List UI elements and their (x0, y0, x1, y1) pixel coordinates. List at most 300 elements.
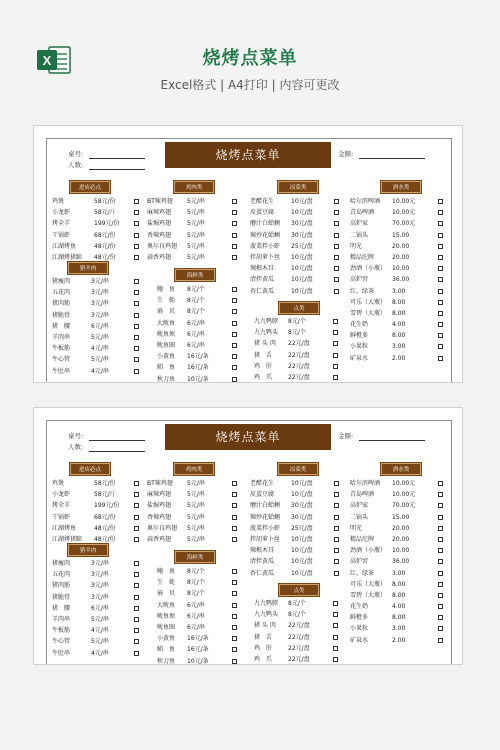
item-checkbox[interactable] (134, 290, 139, 295)
item-checkbox[interactable] (333, 330, 338, 335)
item-name: 香辣鸡翅 (147, 513, 172, 521)
item-checkbox[interactable] (438, 559, 443, 564)
item-checkbox[interactable] (438, 503, 443, 508)
item-name: 九九鸭头 (254, 611, 279, 619)
item-checkbox[interactable] (232, 591, 237, 596)
item-name: 鲳 鱼 (157, 364, 176, 372)
people-line (89, 169, 145, 170)
item-checkbox[interactable] (438, 638, 443, 643)
item-name: 九九鸭脖 (254, 600, 279, 607)
item-price: 58元/份 (94, 198, 116, 205)
item-checkbox[interactable] (334, 537, 339, 542)
item-checkbox[interactable] (232, 647, 237, 652)
item-name: 皮蛋豆腐 (250, 209, 275, 217)
item-checkbox[interactable] (438, 199, 443, 204)
item-price: 8.00 (392, 614, 406, 622)
item-price: 5元/串 (187, 253, 205, 261)
item-checkbox[interactable] (333, 635, 338, 640)
item-price: 8元/个 (187, 286, 205, 293)
item-price: 8元/个 (288, 318, 306, 325)
item-price: 199元/份 (94, 220, 120, 228)
item-name: 鲍 鱼 (157, 568, 176, 575)
item-checkbox[interactable] (232, 354, 237, 359)
item-price: 10元/盘 (291, 209, 313, 217)
item-checkbox[interactable] (438, 492, 443, 497)
item-price: 3元/串 (91, 582, 109, 590)
item-name: 牛板筋 (52, 627, 71, 635)
item-price: 3.00 (392, 569, 406, 577)
preview-header (0, 0, 500, 120)
item-price: 10元/条 (187, 657, 209, 665)
item-price: 5元/串 (187, 242, 205, 250)
item-checkbox[interactable] (232, 221, 237, 226)
item-name: 江湖烤鱼 (52, 524, 77, 532)
item-checkbox[interactable] (334, 289, 339, 294)
item-checkbox[interactable] (134, 617, 139, 622)
item-name: 皮蛋豆腐 (250, 491, 275, 499)
item-price: 5元/串 (187, 502, 205, 510)
item-price: 10元/盘 (291, 569, 313, 577)
item-name: 猪脆骨 (52, 593, 71, 601)
item-price: 3.00 (392, 287, 406, 295)
item-checkbox[interactable] (334, 266, 339, 271)
item-price: 10元/盘 (291, 287, 313, 295)
item-checkbox[interactable] (334, 515, 339, 520)
item-checkbox[interactable] (438, 277, 443, 282)
item-checkbox[interactable] (232, 365, 237, 370)
item-name: 烤全羊 (52, 502, 71, 510)
item-checkbox[interactable] (232, 625, 237, 630)
amount-label: 金额: (338, 432, 354, 440)
item-name: 牛心管 (52, 356, 71, 364)
item-name: 辣根木耳 (250, 547, 275, 555)
item-name: 清拌黄瓜 (250, 558, 275, 566)
item-checkbox[interactable] (134, 606, 139, 611)
item-name: 高炉窖 (350, 276, 369, 284)
item-price: 10元/盘 (291, 535, 313, 543)
item-checkbox[interactable] (438, 322, 443, 327)
item-checkbox[interactable] (334, 221, 339, 226)
item-name: 扇 贝 (157, 308, 176, 316)
item-checkbox[interactable] (438, 266, 443, 271)
item-name: 劲酒（小瓶） (350, 265, 387, 273)
item-checkbox[interactable] (232, 343, 237, 348)
item-price: 30元/盘 (291, 220, 313, 228)
item-price: 5元/串 (91, 638, 109, 646)
item-price: 16元/条 (187, 646, 209, 654)
item-name: 辣根木耳 (250, 265, 275, 273)
item-name: 可乐（大瓶） (350, 298, 387, 306)
item-checkbox[interactable] (438, 626, 443, 631)
item-checkbox[interactable] (334, 199, 339, 204)
item-name: 老醋花生 (250, 480, 275, 487)
item-price: 199元/份 (94, 502, 120, 510)
item-checkbox[interactable] (438, 481, 443, 486)
item-checkbox[interactable] (134, 503, 139, 508)
item-price: 3元/串 (91, 311, 109, 319)
item-checkbox[interactable] (334, 244, 339, 249)
item-checkbox[interactable] (438, 593, 443, 598)
item-checkbox[interactable] (232, 377, 237, 382)
item-checkbox[interactable] (438, 548, 443, 553)
item-name: 扇 贝 (157, 590, 176, 598)
item-checkbox[interactable] (134, 515, 139, 520)
item-name: 雪碧（大瓶） (350, 309, 387, 317)
section-badge-jirou: 鸡肉类 (174, 463, 214, 475)
item-price: 30元/盘 (291, 502, 313, 510)
item-checkbox[interactable] (232, 233, 237, 238)
item-name: 江湖烤猪蹄 (52, 535, 83, 543)
item-price: 8.00 (392, 298, 406, 306)
item-price: 8元/个 (288, 611, 306, 619)
item-price: 16元/条 (187, 353, 209, 361)
item-price: 25元/盘 (291, 524, 313, 532)
item-name: 精品沱牌 (350, 535, 375, 543)
item-checkbox[interactable] (438, 515, 443, 520)
item-checkbox[interactable] (134, 561, 139, 566)
item-checkbox[interactable] (334, 492, 339, 497)
item-price: 3元/串 (91, 300, 109, 308)
item-checkbox[interactable] (134, 199, 139, 204)
item-price: 20.00 (392, 242, 410, 250)
item-price: 58元/斤 (94, 491, 116, 499)
item-checkbox[interactable] (134, 526, 139, 531)
item-price: 10.00元 (392, 480, 416, 487)
item-name: 猪 头 肉 (254, 340, 276, 348)
item-checkbox[interactable] (134, 583, 139, 588)
item-checkbox[interactable] (334, 481, 339, 486)
item-checkbox[interactable] (232, 210, 237, 215)
item-checkbox[interactable] (333, 364, 338, 369)
item-checkbox[interactable] (232, 321, 237, 326)
item-name: 鱿鱼须 (157, 612, 176, 620)
item-checkbox[interactable] (438, 300, 443, 305)
item-checkbox[interactable] (438, 356, 443, 361)
item-checkbox[interactable] (232, 636, 237, 641)
item-price: 6元/串 (187, 319, 205, 327)
item-name: 烤全羊 (52, 220, 71, 228)
item-price: 22元/盘 (288, 655, 310, 663)
item-price: 22元/盘 (288, 340, 310, 348)
section-badge-zhuyang: 猪羊肉 (68, 544, 108, 556)
item-name: 江湖烤鱼 (52, 242, 77, 250)
item-price: 5元/串 (91, 356, 109, 364)
item-checkbox[interactable] (134, 628, 139, 633)
item-name: 鸡煲 (52, 198, 65, 205)
item-name: 哈尔滨啤酒 (350, 198, 381, 205)
item-price: 3.00 (392, 625, 406, 633)
item-price: 30元/盘 (291, 513, 313, 521)
item-checkbox[interactable] (438, 333, 443, 338)
item-checkbox[interactable] (438, 289, 443, 294)
item-price: 8元/个 (187, 297, 205, 305)
item-checkbox[interactable] (134, 346, 139, 351)
item-checkbox[interactable] (232, 537, 237, 542)
item-checkbox[interactable] (438, 210, 443, 215)
item-name: 牛肚串 (52, 367, 71, 375)
item-name: 精品沱牌 (350, 253, 375, 261)
item-name: 大鱿鱼 (157, 319, 176, 327)
item-checkbox[interactable] (232, 244, 237, 249)
item-checkbox[interactable] (232, 481, 237, 486)
item-price: 30元/盘 (291, 231, 313, 239)
item-checkbox[interactable] (232, 255, 237, 260)
item-checkbox[interactable] (438, 537, 443, 542)
item-name: 蘑汁白蛤蜊 (250, 220, 281, 228)
item-checkbox[interactable] (334, 526, 339, 531)
item-name: 菠菜拌小虾 (250, 524, 281, 532)
item-name: 猪 腰 (52, 604, 71, 612)
item-checkbox[interactable] (232, 526, 237, 531)
item-checkbox[interactable] (232, 309, 237, 314)
item-price: 5元/串 (187, 524, 205, 532)
item-checkbox[interactable] (134, 639, 139, 644)
item-price: 6元/串 (187, 330, 205, 338)
item-price: 8元/个 (187, 308, 205, 316)
item-checkbox[interactable] (232, 603, 237, 608)
item-checkbox[interactable] (438, 604, 443, 609)
item-checkbox[interactable] (333, 341, 338, 346)
item-name: 矿泉水 (350, 354, 369, 362)
item-checkbox[interactable] (232, 659, 237, 664)
item-checkbox[interactable] (232, 515, 237, 520)
item-price: 5元/串 (187, 231, 205, 239)
item-price: 68元/份 (94, 513, 116, 521)
item-checkbox[interactable] (134, 537, 139, 542)
item-name: 高炉家 (350, 502, 369, 510)
item-checkbox[interactable] (333, 353, 338, 358)
item-checkbox[interactable] (134, 369, 139, 374)
item-checkbox[interactable] (232, 580, 237, 585)
item-price: 3元/串 (91, 278, 109, 285)
item-name: 生 蚝 (157, 579, 176, 587)
item-checkbox[interactable] (134, 492, 139, 497)
menu-banner-title: 烧烤点菜单 (165, 424, 331, 450)
item-checkbox[interactable] (438, 233, 443, 238)
item-price: 68元/份 (94, 231, 116, 239)
item-price: 8元/个 (288, 329, 306, 337)
item-checkbox[interactable] (134, 324, 139, 329)
item-name: 小果粒 (350, 343, 369, 351)
item-checkbox[interactable] (134, 233, 139, 238)
item-name: 猪肉筋 (52, 582, 71, 590)
item-checkbox[interactable] (438, 526, 443, 531)
item-checkbox[interactable] (438, 571, 443, 576)
item-price: 5元/串 (187, 209, 205, 217)
item-price: 4元/串 (91, 627, 109, 635)
item-checkbox[interactable] (334, 548, 339, 553)
item-checkbox[interactable] (232, 614, 237, 619)
item-name: 江湖烤猪蹄 (52, 253, 83, 261)
section-badge-zhuyang: 猪羊肉 (68, 262, 108, 274)
item-checkbox[interactable] (232, 503, 237, 508)
item-name: 清拌黄瓜 (250, 276, 275, 284)
item-checkbox[interactable] (134, 279, 139, 284)
item-price: 4元/串 (91, 345, 109, 353)
item-price: 8元/个 (187, 579, 205, 587)
section-badge-haixian: 海鲜类 (175, 551, 215, 563)
item-name: 二锅头 (350, 513, 369, 521)
item-name: 大鱿鱼 (157, 601, 176, 609)
item-price: 10元/盘 (291, 276, 313, 284)
item-name: 秋刀鱼 (157, 375, 176, 383)
item-checkbox[interactable] (134, 357, 139, 362)
item-checkbox[interactable] (438, 344, 443, 349)
item-name: 生 蚝 (157, 297, 176, 305)
item-price: 5元/串 (187, 480, 205, 487)
item-name: 小龙虾 (52, 209, 71, 217)
item-checkbox[interactable] (333, 646, 338, 651)
item-price: 6元/串 (187, 601, 205, 609)
item-price: 10元/盘 (291, 480, 313, 487)
item-name: 蒜香鸡翅 (147, 253, 172, 261)
section-badge-dianlei: 点类 (279, 584, 319, 596)
item-name: 猪 舌 (254, 351, 273, 359)
item-name: BT辣鸡翅 (147, 198, 173, 205)
item-price: 3元/串 (91, 593, 109, 601)
item-name: 羊肉串 (52, 615, 71, 623)
item-checkbox[interactable] (232, 492, 237, 497)
item-checkbox[interactable] (333, 657, 338, 662)
item-checkbox[interactable] (334, 571, 339, 576)
item-name: 高炉家 (350, 220, 369, 228)
item-price: 10元/盘 (291, 265, 313, 273)
menu-frame (46, 138, 452, 383)
item-name: 盐焗鸡翅 (147, 502, 172, 510)
item-price: 5元/串 (187, 491, 205, 499)
item-price: 70.00元 (392, 220, 416, 228)
item-price: 48元/份 (94, 253, 116, 261)
item-checkbox[interactable] (333, 375, 338, 380)
item-price: 22元/盘 (288, 633, 310, 641)
item-name: 猪脆骨 (52, 311, 71, 319)
item-name: 辣炒花蛤蜊 (250, 231, 281, 239)
item-checkbox[interactable] (232, 199, 237, 204)
item-checkbox[interactable] (232, 569, 237, 574)
item-checkbox[interactable] (438, 311, 443, 316)
item-name: 鱿鱼须 (157, 330, 176, 338)
item-checkbox[interactable] (232, 298, 237, 303)
item-checkbox[interactable] (334, 233, 339, 238)
item-checkbox[interactable] (438, 255, 443, 260)
item-price: 10元/盘 (291, 253, 313, 261)
item-name: 鲜橙多 (350, 332, 369, 340)
item-checkbox[interactable] (334, 277, 339, 282)
item-price: 8.00 (392, 580, 406, 588)
item-price: 5元/串 (91, 333, 109, 341)
item-name: 干锅虾 (52, 513, 71, 521)
section-badge-jirou: 鸡肉类 (174, 181, 214, 193)
item-checkbox[interactable] (333, 623, 338, 628)
item-price: 2.00 (392, 636, 406, 644)
item-name: 鱿鱼圈 (157, 623, 176, 631)
item-name: 雪碧（大瓶） (350, 591, 387, 599)
item-checkbox[interactable] (134, 210, 139, 215)
item-name: 猪 头 肉 (254, 622, 276, 630)
item-name: 红、绿茶 (350, 569, 375, 577)
item-price: 15.00 (392, 231, 410, 239)
item-price: 70.00元 (392, 502, 416, 510)
item-checkbox[interactable] (438, 615, 443, 620)
people-label: 人数: (68, 443, 84, 451)
item-price: 20.00 (392, 535, 410, 543)
item-price: 20.00 (392, 253, 410, 261)
amount-label: 金额: (338, 150, 354, 158)
item-price: 10元/盘 (291, 558, 313, 566)
item-checkbox[interactable] (232, 287, 237, 292)
item-checkbox[interactable] (334, 503, 339, 508)
item-name: 红、绿茶 (350, 287, 375, 295)
menu-sheet-1 (33, 125, 463, 383)
item-price: 8.00 (392, 309, 406, 317)
item-checkbox[interactable] (134, 481, 139, 486)
item-price: 6元/串 (187, 612, 205, 620)
item-price: 22元/盘 (288, 644, 310, 652)
table-number-label: 桌号: (68, 150, 84, 158)
item-checkbox[interactable] (333, 601, 338, 606)
item-checkbox[interactable] (134, 255, 139, 260)
item-price: 8.00 (392, 591, 406, 599)
item-price: 10.00 (392, 265, 410, 273)
item-price: 4.00 (392, 603, 406, 611)
item-price: 5元/串 (91, 615, 109, 623)
section-badge-liangcai: 凉菜类 (278, 181, 318, 193)
item-name: 鸡 肝 (254, 362, 273, 370)
item-name: 干锅虾 (52, 231, 71, 239)
item-checkbox[interactable] (438, 221, 443, 226)
item-name: 猪 舌 (254, 633, 273, 641)
item-name: 奥尔良鸡翅 (147, 524, 178, 532)
item-name: 拌胡萝卜丝 (250, 535, 281, 543)
item-price: 10.00 (392, 547, 410, 555)
item-price: 48元/份 (94, 524, 116, 532)
item-price: 6元/串 (187, 623, 205, 631)
item-price: 5元/串 (187, 220, 205, 228)
item-checkbox[interactable] (134, 595, 139, 600)
item-price: 16元/条 (187, 364, 209, 372)
item-checkbox[interactable] (333, 319, 338, 324)
item-checkbox[interactable] (134, 313, 139, 318)
item-checkbox[interactable] (334, 559, 339, 564)
item-price: 5元/串 (187, 198, 205, 205)
item-name: 劲酒（小瓶） (350, 547, 387, 555)
item-checkbox[interactable] (438, 244, 443, 249)
item-checkbox[interactable] (134, 244, 139, 249)
section-badge-jiushui: 酒水类 (381, 181, 421, 193)
item-name: 青岛啤酒 (350, 209, 375, 217)
item-price: 10元/条 (187, 375, 209, 383)
item-checkbox[interactable] (134, 301, 139, 306)
item-price: 15.00 (392, 513, 410, 521)
item-checkbox[interactable] (334, 255, 339, 260)
item-name: 明光 (350, 242, 363, 250)
item-name: 猪瘦肉 (52, 560, 71, 567)
item-checkbox[interactable] (134, 572, 139, 577)
item-name: 猪瘦肉 (52, 278, 71, 285)
item-name: 九九鸭脖 (254, 318, 279, 325)
item-checkbox[interactable] (134, 221, 139, 226)
item-checkbox[interactable] (438, 582, 443, 587)
section-badge-jindian: 进店必点 (70, 463, 110, 475)
item-price: 20.00 (392, 524, 410, 532)
item-checkbox[interactable] (134, 335, 139, 340)
item-checkbox[interactable] (134, 651, 139, 656)
item-checkbox[interactable] (232, 332, 237, 337)
item-checkbox[interactable] (333, 612, 338, 617)
page-subtitle: Excel格式 | A4打印 | 内容可更改 (160, 78, 340, 92)
item-checkbox[interactable] (334, 210, 339, 215)
item-price: 10.00元 (392, 209, 416, 217)
